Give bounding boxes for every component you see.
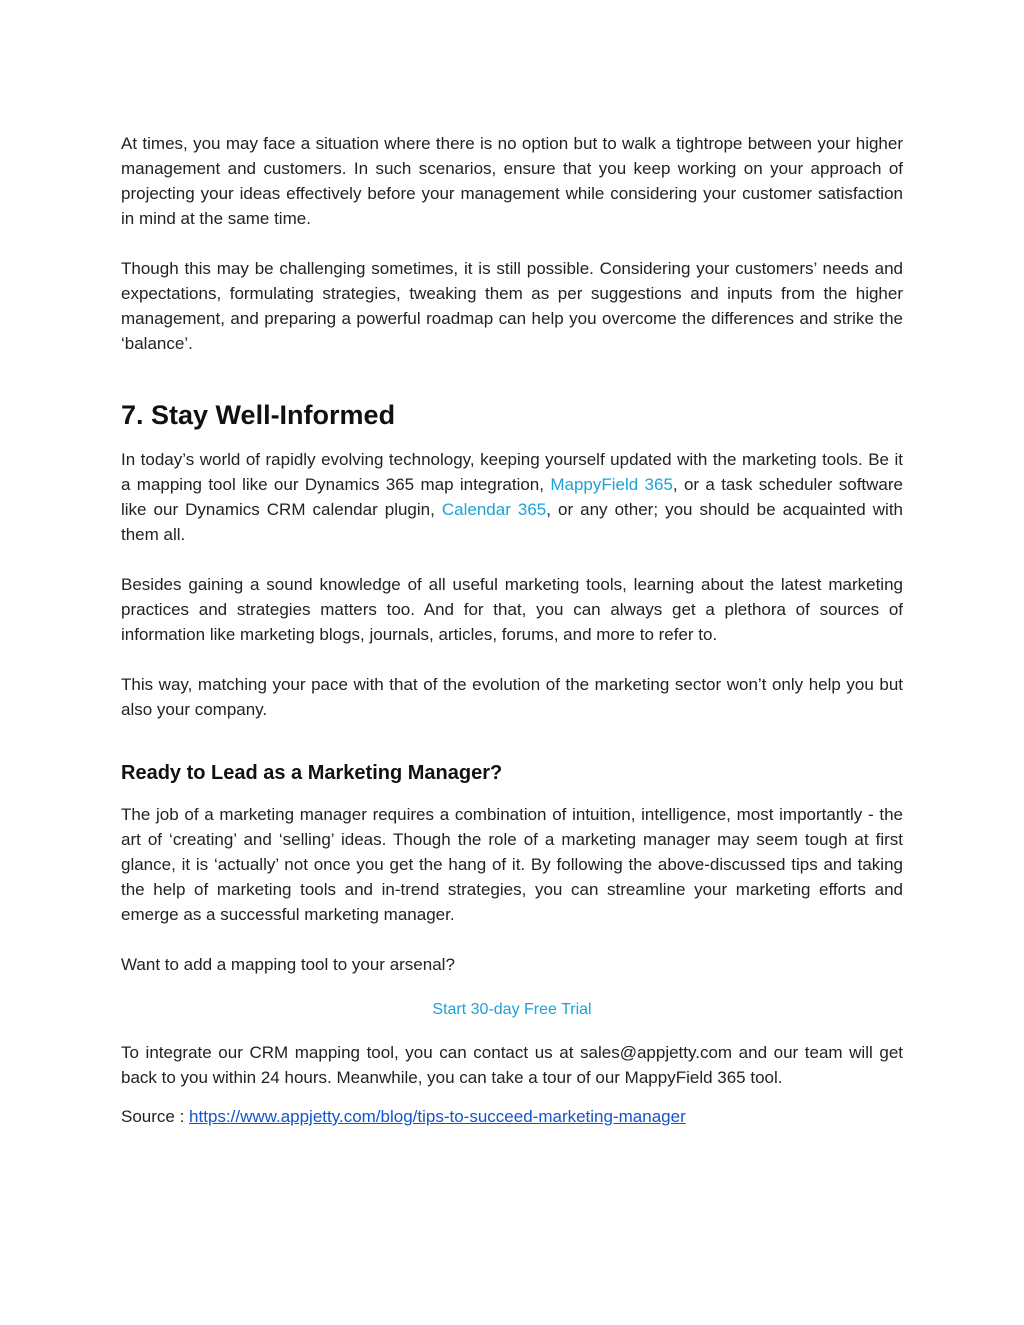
- section7-paragraph-1: [121, 447, 903, 547]
- conclusion-paragraph-1: The job of a marketing manager requires a combination of intuition, intelligence, most importantly - the art of ‘creating’ and ‘selling’ ideas. Though the role of a marketing manager may seem tough at first glance, it is ‘actually’ not once you get the hang of it. By following the above-discussed tips and taking the help of marketing tools and in-trend strategies, you can streamline your marketing efforts and emerge as a successful marketing manager.: [121, 805, 903, 924]
- section7-p1-text-1: In today’s world of rapidly evolving technology, keeping yourself updated with the marketing tools. Be it a mapping tool like our Dynamics 365 map integration,: [121, 450, 903, 494]
- intro-paragraph-2: Though this may be challenging sometimes, it is still possible. Considering your customers’ needs and expectations, formulating strategies, tweaking them as per suggestions and inputs from the higher management, and preparing a powerful roadmap can help you overcome the differences and strike the ‘balance’.: [121, 259, 903, 353]
- free-trial-link[interactable]: Start 30-day Free Trial: [432, 1001, 592, 1018]
- section-heading-stay-well-informed: 7. Stay Well-Informed: [121, 400, 396, 430]
- conclusion-paragraph-2: Want to add a mapping tool to your arsenal?: [121, 955, 455, 974]
- source-url-link[interactable]: https://www.appjetty.com/blog/tips-to-succeed-marketing-manager: [189, 1107, 686, 1126]
- source-line: [121, 1104, 903, 1129]
- mappyfield-link[interactable]: MappyField 365: [550, 475, 673, 494]
- section7-p1-text-2: , or a task scheduler software like our Dynamics CRM calendar plugin,: [121, 475, 903, 519]
- intro-paragraph-1: At times, you may face a situation where there is no option but to walk a tightrope between your higher management and customers. In such scenarios, ensure that you keep working on your approach of projecting your ideas effectively before your management while considering your customer satisfaction in mind at the same time.: [121, 134, 903, 228]
- conclusion-paragraph-3: To integrate our CRM mapping tool, you can contact us at sales@appjetty.com and our team will get back to you within 24 hours. Meanwhile, you can take a tour of our MappyField 365 tool.: [121, 1043, 903, 1087]
- cta-container: [121, 999, 903, 1021]
- section7-paragraph-2: Besides gaining a sound knowledge of all useful marketing tools, learning about the latest marketing practices and strategies matters too. And for that, you can always get a plethora of sources of information like marketing blogs, journals, articles, forums, and more to refer to.: [121, 575, 903, 644]
- section7-paragraph-3: This way, matching your pace with that of the evolution of the marketing sector won’t only help you but also your company.: [121, 675, 903, 719]
- conclusion-heading: Ready to Lead as a Marketing Manager?: [121, 762, 503, 784]
- section7-p1-text-3: , or any other; you should be acquainted with them all.: [121, 500, 904, 544]
- calendar-365-link[interactable]: Calendar 365: [441, 500, 547, 519]
- source-label: Source :: [121, 1107, 190, 1126]
